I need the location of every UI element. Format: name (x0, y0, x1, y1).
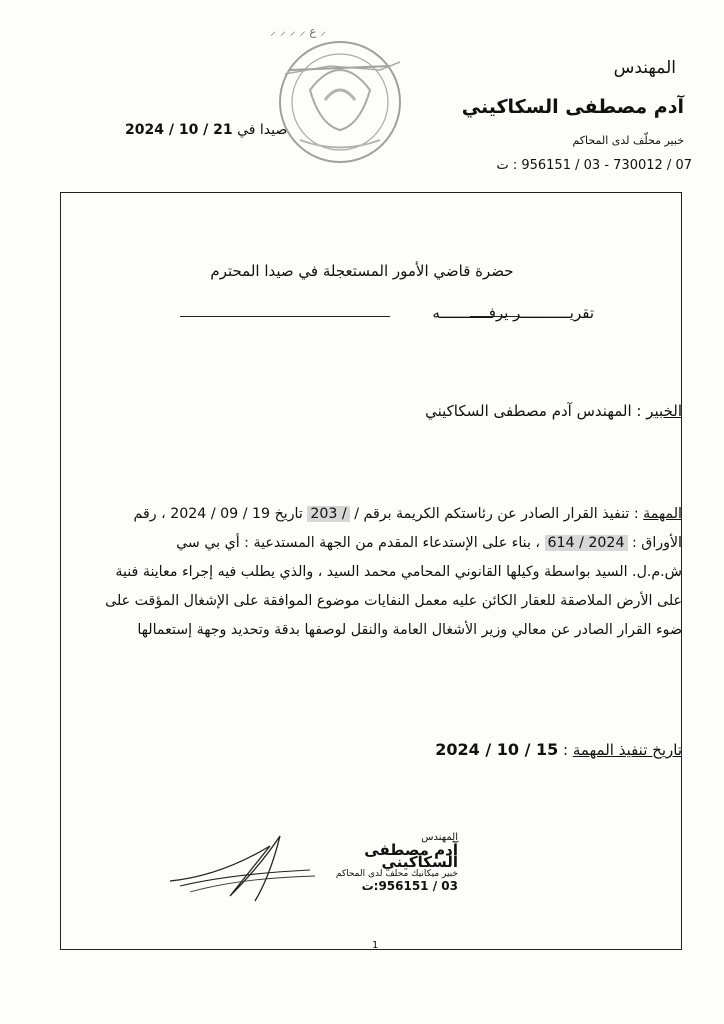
place-date-value: 2024 / 10 / 21 (125, 122, 233, 138)
task-label: المهمة (643, 506, 682, 522)
task-line-4: على الأرض الملاصقة للعقار الكائن عليه معمل النفايات موضوع الموافقة على الإشغال المؤقت على (105, 593, 682, 609)
task-line-1 (84, 500, 682, 529)
addressee: حضرة قاضي الأمور المستعجلة في صيدا المحترم (210, 262, 514, 280)
engineer-phone: 07 / 730012 - 03 / 956151 : ت (496, 158, 692, 173)
report-title-rule (180, 316, 390, 317)
task-line-5: ضوء القرار الصادر عن معالي وزير الأشغال العامة والنقل لوصفها بدقة وتحديد وجهة إستعمالها (137, 622, 682, 638)
engineer-name: آدم مصطفى السكاكيني (461, 96, 684, 118)
task-text-2b: ، بناء على الإستدعاء المقدم من الجهة المستدعية : أي بي سي (176, 535, 540, 551)
engineer-title: المهندس (613, 58, 676, 78)
task-line-2 (84, 529, 682, 558)
task-paragraph (84, 500, 682, 645)
expert-line (425, 402, 682, 420)
task-text-2a: الأوراق : (632, 535, 682, 551)
expert-label: الخبير (646, 402, 682, 420)
execution-date-label: تاريخ تنفيذ المهمة (572, 741, 682, 759)
stamp-title: المهندس (421, 832, 458, 843)
stamp-name: آدم مصطفى السكاكيني (364, 841, 458, 871)
handwritten-marks: ⸝ ⸝ ⸝ ⸝ ع ⸝ (270, 24, 327, 38)
task-text-1a: : تنفيذ القرار الصادر عن رئاستكم الكريمة برقم / (354, 506, 639, 522)
place-date (125, 122, 287, 138)
ministry-seal-stamp (270, 30, 410, 170)
report-title-rule-2 (470, 316, 520, 317)
stamp-role: خبير ميكانيك محلف لدى المحاكم (335, 869, 458, 879)
place-date-label: صيدا في (237, 122, 288, 138)
execution-date-value: 2024 / 10 / 15 (435, 740, 559, 759)
handwritten-signature (160, 826, 320, 906)
expert-value: : المهندس آدم مصطفى السكاكيني (425, 402, 642, 420)
task-papers-number: 614 / 2024 (545, 535, 628, 551)
engineer-stamp (318, 832, 458, 892)
page-number: 1 (372, 940, 379, 951)
stamp-phone: 03 / 956151:ت (361, 879, 458, 893)
engineer-role: خبير محلّف لدى المحاكم (572, 134, 684, 147)
report-title: تقريـــــــــــر يرفـــــــــــه (432, 304, 594, 322)
task-decision-number: 203 / (307, 506, 349, 522)
execution-date: تاريخ تنفيذ المهمة : 2024 / 10 / 15 (435, 740, 682, 759)
task-text-1b: تاريخ 19 / 09 / 2024 ، رقم (133, 506, 303, 522)
task-line-3: ش.م.ل. السيد بواسطة وكيلها القانوني المحامي محمد السيد ، والذي يطلب فيه إجراء معاينة فنية (115, 564, 682, 580)
